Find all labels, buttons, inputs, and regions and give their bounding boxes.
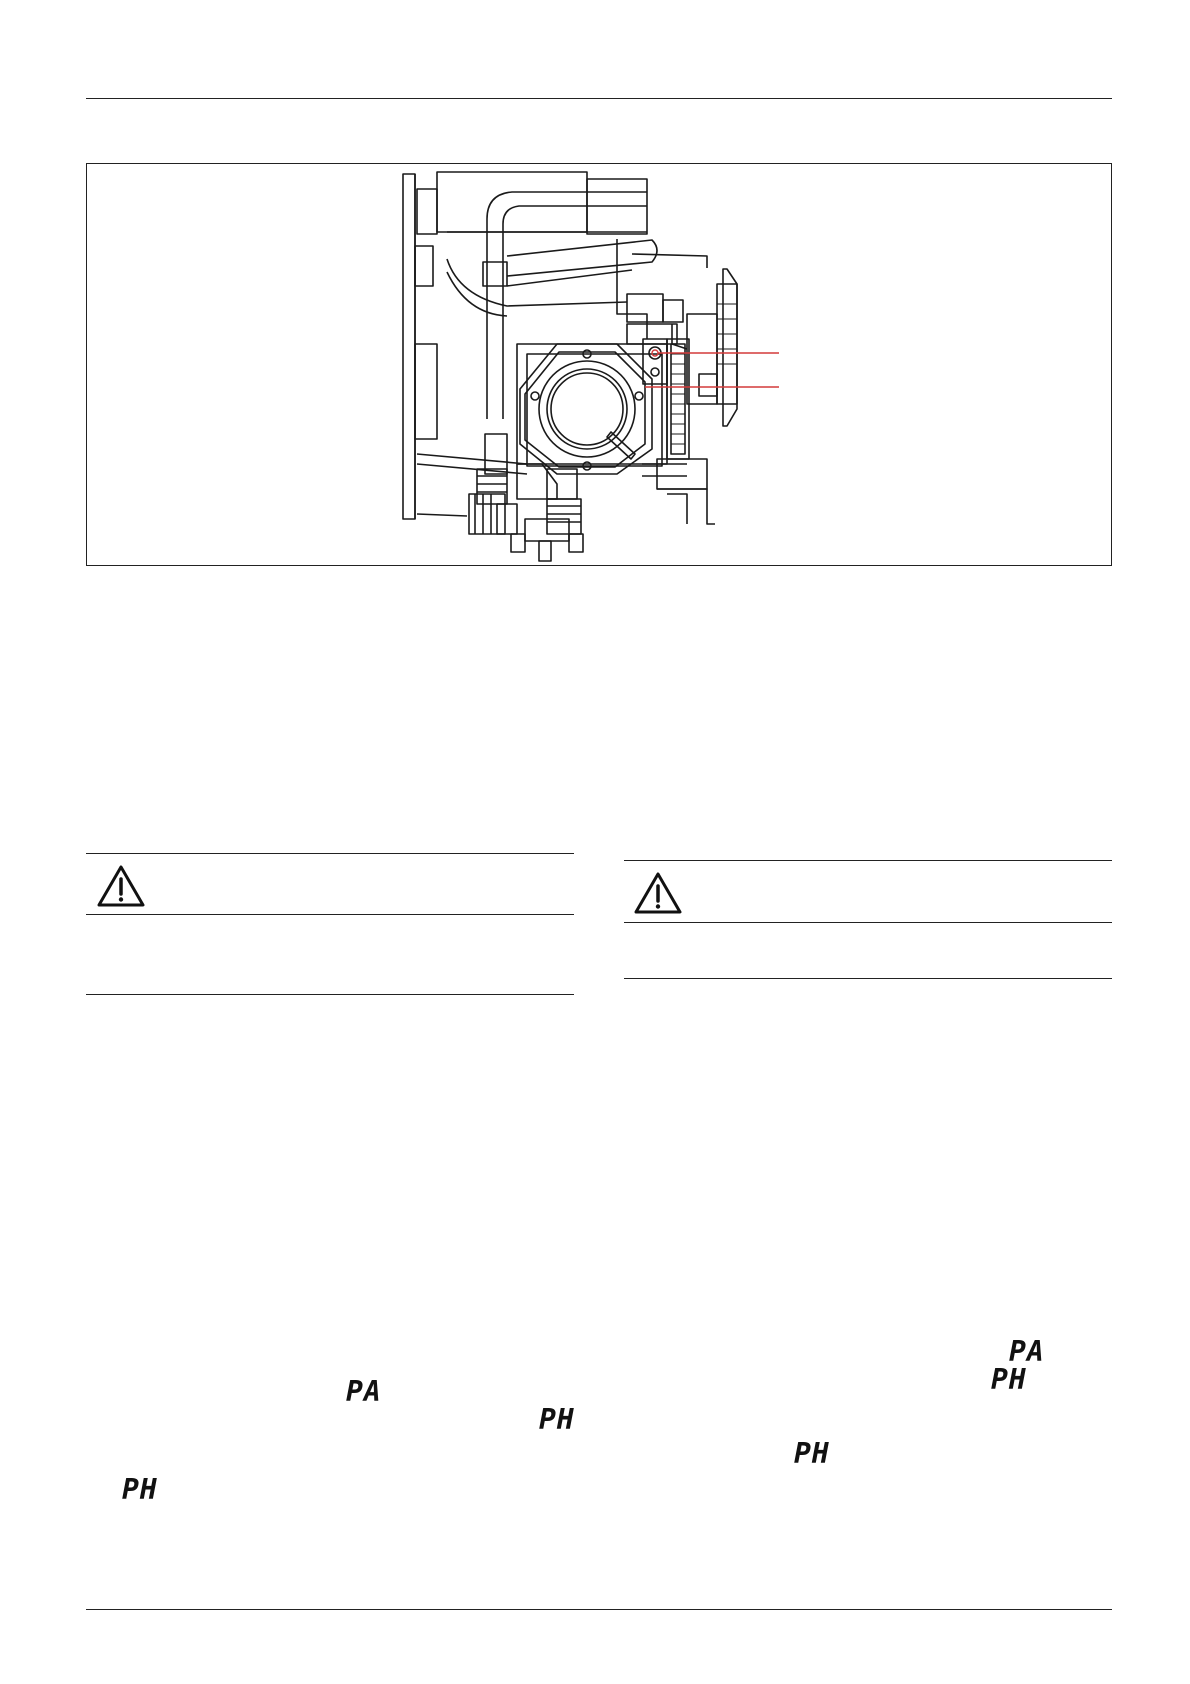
warning-left-mid-rule	[86, 914, 574, 915]
warning-triangle-icon	[96, 864, 146, 908]
header-rule	[86, 98, 1112, 99]
figure-frame	[86, 163, 1112, 566]
display-code-ph: PH	[122, 1473, 158, 1506]
display-code-ph: PH	[539, 1403, 575, 1436]
warning-left-top-rule	[86, 853, 574, 854]
warning-right-mid-rule	[624, 922, 1112, 923]
display-code-pa: PA	[1009, 1335, 1045, 1368]
display-code-ph: PH	[794, 1437, 830, 1470]
warning-right-top-rule	[624, 860, 1112, 861]
footer-rule	[86, 1609, 1112, 1610]
gas-valve-assembly-drawing	[87, 164, 1113, 567]
display-code-ph: PH	[991, 1363, 1027, 1396]
warning-right-bottom-rule	[624, 978, 1112, 979]
warning-left-bottom-rule	[86, 994, 574, 995]
warning-triangle-icon	[633, 871, 683, 915]
display-code-pa: PA	[346, 1375, 382, 1408]
